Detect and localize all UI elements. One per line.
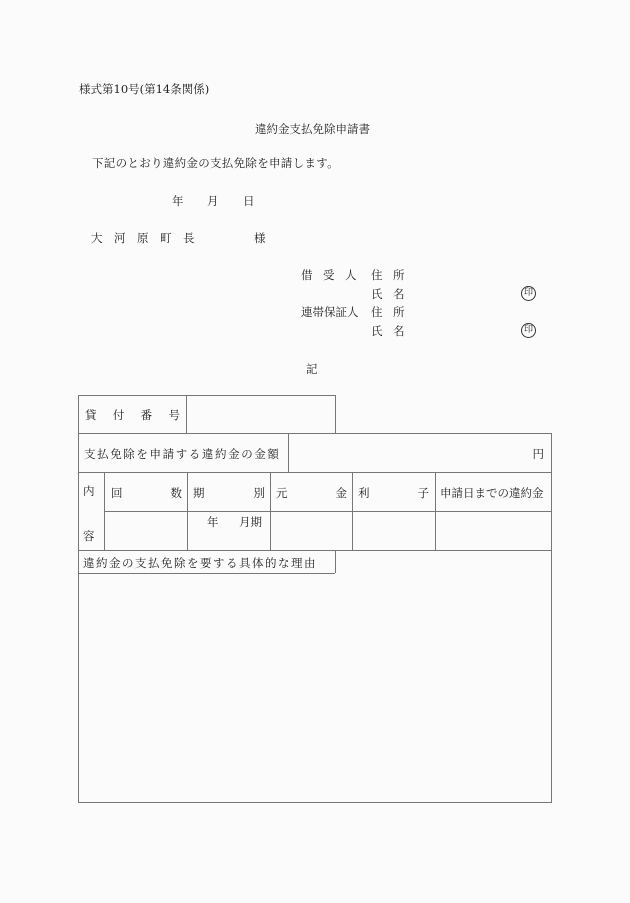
borrower-seal-icon: 印 bbox=[521, 286, 536, 301]
divider bbox=[104, 511, 552, 512]
divider bbox=[78, 802, 552, 803]
divider bbox=[78, 433, 552, 434]
divider bbox=[78, 573, 335, 574]
divider bbox=[78, 472, 552, 473]
period-field[interactable] bbox=[189, 513, 269, 549]
addressee-char: 町 bbox=[160, 231, 172, 245]
label-char: 番 bbox=[140, 408, 153, 422]
divider bbox=[78, 395, 335, 396]
borrower-name-label: 名 bbox=[393, 287, 405, 301]
loan-number-field[interactable] bbox=[188, 397, 334, 432]
addressee-char: 長 bbox=[183, 231, 195, 245]
header-char: 期 bbox=[193, 486, 205, 500]
borrower-role-char: 人 bbox=[345, 268, 357, 282]
date-month-label: 月 bbox=[207, 194, 219, 208]
header-char: 回 bbox=[111, 486, 123, 500]
column-header-count bbox=[111, 485, 182, 501]
penalty-field[interactable] bbox=[437, 513, 550, 549]
count-field[interactable] bbox=[106, 513, 186, 549]
label-char: 付 bbox=[112, 408, 125, 422]
guarantor-address-label: 住 bbox=[371, 305, 383, 319]
amount-label: 支払免除を申請する違約金の金額 bbox=[84, 447, 281, 461]
divider bbox=[335, 395, 336, 433]
yen-unit: 円 bbox=[532, 447, 544, 461]
contents-label-top: 内 bbox=[83, 484, 95, 498]
divider bbox=[435, 472, 436, 550]
divider bbox=[270, 472, 271, 550]
label-char: 号 bbox=[168, 408, 180, 422]
borrower-block bbox=[301, 267, 551, 347]
guarantor-address-label: 所 bbox=[393, 305, 405, 319]
header-char: 金 bbox=[335, 486, 347, 500]
guarantor-name-label: 名 bbox=[393, 324, 405, 338]
divider bbox=[551, 433, 552, 803]
divider bbox=[186, 395, 187, 433]
date-year-label: 年 bbox=[172, 194, 184, 208]
form-number: 様式第10号(第14条関係) bbox=[79, 82, 210, 96]
column-header-interest bbox=[358, 485, 429, 501]
divider bbox=[352, 472, 353, 550]
guarantor-seal-icon: 印 bbox=[521, 323, 536, 338]
divider bbox=[288, 433, 289, 472]
borrower-role-char: 受 bbox=[323, 268, 335, 282]
addressee-honorific: 様 bbox=[254, 231, 266, 245]
column-header-period bbox=[193, 485, 265, 501]
header-char: 数 bbox=[170, 486, 182, 500]
loan-number-label bbox=[85, 407, 180, 423]
borrower-address-label: 住 bbox=[371, 268, 383, 282]
addressee-char: 大 bbox=[91, 231, 103, 245]
header-char: 利 bbox=[358, 486, 370, 500]
reason-field[interactable] bbox=[80, 575, 550, 801]
divider bbox=[78, 550, 552, 551]
divider bbox=[335, 550, 336, 573]
contents-label-bottom: 容 bbox=[83, 529, 95, 543]
interest-field[interactable] bbox=[354, 513, 434, 549]
guarantor-role: 連帯保証人 bbox=[301, 305, 359, 319]
addressee-char: 原 bbox=[137, 231, 149, 245]
column-header-principal bbox=[276, 485, 347, 501]
addressee-char: 河 bbox=[114, 231, 126, 245]
column-header-penalty: 申請日までの違約金 bbox=[440, 486, 544, 500]
divider bbox=[78, 395, 79, 802]
intro-text: 下記のとおり違約金の支払免除を申請します。 bbox=[92, 156, 339, 170]
label-char: 貸 bbox=[85, 408, 97, 422]
ki-heading: 記 bbox=[306, 362, 318, 376]
header-char: 子 bbox=[417, 486, 429, 500]
borrower-address-label: 所 bbox=[393, 268, 405, 282]
period-month-label: 月期 bbox=[239, 515, 262, 529]
principal-field[interactable] bbox=[272, 513, 351, 549]
borrower-role-char: 借 bbox=[301, 268, 313, 282]
reason-label: 違約金の支払免除を要する具体的な理由 bbox=[83, 556, 317, 570]
amount-field[interactable] bbox=[290, 435, 550, 471]
document-title: 違約金支払免除申請書 bbox=[255, 122, 370, 136]
borrower-name-label: 氏 bbox=[371, 287, 383, 301]
header-char: 別 bbox=[253, 486, 265, 500]
divider bbox=[187, 472, 188, 550]
guarantor-name-label: 氏 bbox=[371, 324, 383, 338]
date-day-label: 日 bbox=[243, 194, 255, 208]
header-char: 元 bbox=[276, 486, 288, 500]
period-year-label: 年 bbox=[207, 515, 219, 529]
divider bbox=[104, 472, 105, 550]
